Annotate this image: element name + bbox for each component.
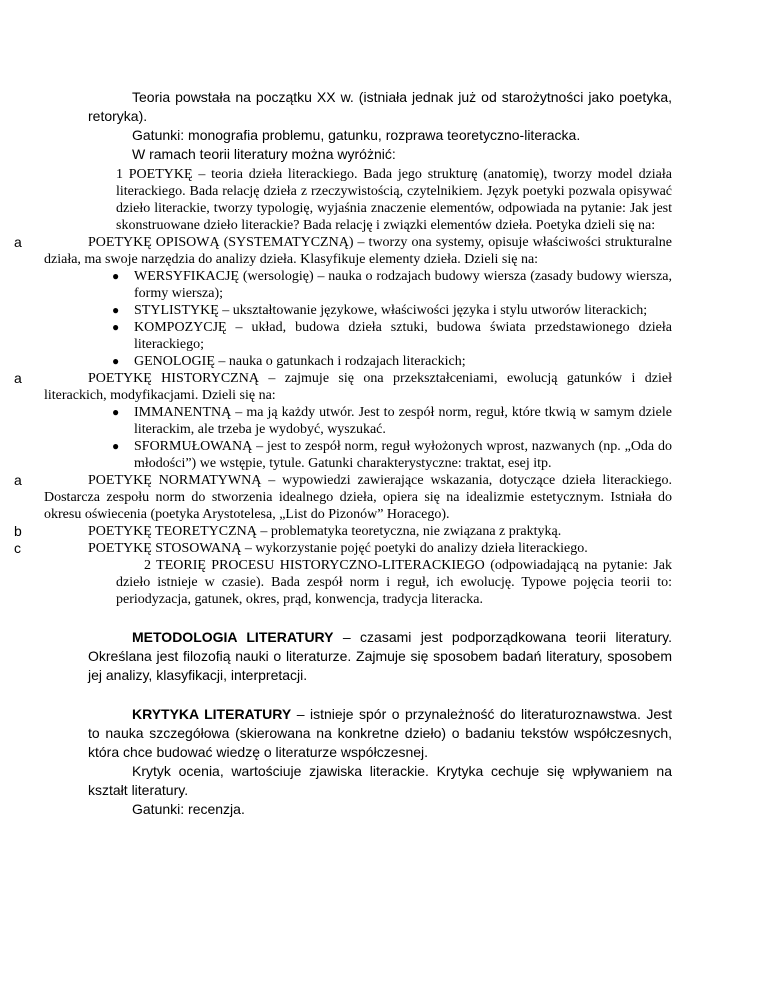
bullet-icon: ● [112,269,120,283]
list-marker: a [14,472,22,488]
list-item-text: WERSYFIKACJĘ (wersologię) – nauka o rodzajach budowy wiersza (zasady budowy wiersza, formy wiersza); [134,269,672,301]
teoretyczna-row [14,523,672,540]
metodologia-text: – czasami jest podporządkowana teorii literatury. Określana jest filozofią nauki o literaturze. Zajmuje się sposobem badań literatury, sposobem jej analizy, klasyfikacji, interpretacji. [88,629,672,683]
teoria-procesu-paragraph: 2 TEORIĘ PROCESU HISTORYCZNO-LITERACKIEGO (odpowiadającą na pytanie: Jak dzieło istnieje w czasie). Bada zespół norm i reguł, ich ewolucję. Typowe pojęcia teorii to: periodyzacja, gatunek, okres, prąd, konwencja, tradycja literacka. [116,558,672,607]
bullet-icon: ● [112,303,120,317]
poetyka-normatywna-section [0,472,760,523]
list-item [112,319,672,353]
list-item [112,268,672,302]
metodologia-title: METODOLOGIA LITERATURY [132,629,334,645]
spacer [0,608,760,628]
metodologia-section [88,628,672,685]
list-item [112,438,672,472]
list-marker: a [14,234,22,250]
intro-section [88,88,672,164]
krytyka-paragraph-1 [88,705,672,762]
list-marker: c [14,540,21,556]
krytyka-paragraph-3: Gatunki: recenzja. [132,801,245,817]
krytyka-text: – istnieje spór o przynależność do literaturoznawstwa. Jest to nauka szczegółowa (skierowana na konkretne dzieło) o badaniu tekstów współczesnych, która chce budować wiedzę o literaturze współczesnej. [88,706,672,760]
bullet-icon: ● [112,354,120,368]
list-item [112,302,672,319]
historyczna-list [112,404,672,472]
list-item-text: KOMPOZYCJĘ – układ, budowa dzieła sztuki, budowa świata przedstawionego dzieła literackiego; [134,320,672,352]
opisowa-list [112,268,672,370]
intro-paragraph-1: Teoria powstała na początku XX w. (istniała jednak już od starożytności jako poetyka, retoryka). [88,89,672,124]
list-item-text: STYLISTYKĘ – ukształtowanie językowe, właściwości języka i stylu utworów literackich; [134,303,648,318]
list-marker: b [14,523,22,539]
opisowa-lead: POETYKĘ OPISOWĄ (SYSTEMATYCZNĄ) [88,235,354,250]
normatywna-row [14,472,672,523]
spacer [0,685,760,705]
list-item-text: GENOLOGIĘ – nauka o gatunkach i rodzajach literackich; [134,354,466,369]
stosowana-row [14,540,672,557]
document-body [0,88,760,819]
poetyka-paragraph: 1 POETYKĘ – teoria dzieła literackiego. Bada jego strukturę (anatomię), tworzy model działa literackiego. Bada relację dzieła z rzeczywistością, czytelnikiem. Język poetyki pozwala opisywać dzieło literackie, tworzy typologię, wyjaśnia znaczenie elementów, odpowiada na pytanie: Jak jest skonstruowane dzieło literackie? Bada relację i związki elementów dzieła. Poetyka dzieli się na: [116,167,672,233]
krytyka-paragraph-2: Krytyk ocenia, wartościuje zjawiska literackie. Krytyka cechuje się wpływaniem na kształt literatury. [88,763,672,798]
teoretyczna-paragraph: POETYKĘ TEORETYCZNĄ – problematyka teoretyczna, nie związana z praktyką. [88,524,562,539]
poetyka-historyczna-section [0,370,760,472]
list-item-text: IMMANENTNĄ – ma ją każdy utwór. Jest to zespół norm, reguł, które tkwią w samym dziele literackim, ale trzeba je wydobyć, wyszukać. [134,405,672,437]
list-item-text: SFORMUŁOWANĄ – jest to zespół norm, reguł wyłożonych wprost, nazwanych (np. „Oda do młodości”) we wstępie, tytule. Gatunki charakterystyczne: traktat, esej itp. [134,439,672,471]
intro-paragraph-3: W ramach teorii literatury można wyróżnić: [132,146,396,162]
bullet-icon: ● [112,439,120,453]
list-marker: a [14,370,22,386]
bullet-icon: ● [112,320,120,334]
poetyka-section [116,166,672,234]
opisowa-paragraph [44,234,672,268]
metodologia-paragraph [88,628,672,685]
poetyka-stosowana-section [0,540,760,557]
teoria-procesu-section [116,557,672,608]
historyczna-paragraph: POETYKĘ HISTORYCZNĄ – zajmuje się ona przekształceniami, ewolucją gatunków i dzieł literackich, modyfikacjami. Dzieli się na: [44,371,672,403]
opisowa-rest: – tworzy ona systemy, opisuje właściwości strukturalne działa, ma swoje narzędzia do analizy dzieła. Klasyfikuje elementy dzieła. Dzieli się na: [44,235,672,267]
list-item [112,353,672,370]
poetyka-opisowa-section [0,234,760,370]
stosowana-paragraph: POETYKĘ STOSOWANĄ – wykorzystanie pojęć poetyki do analizy dzieła literackiego. [88,541,588,556]
intro-paragraph-2: Gatunki: monografia problemu, gatunku, rozprawa teoretyczno-literacka. [132,127,581,143]
opisowa-row [14,234,672,268]
normatywna-paragraph: POETYKĘ NORMATYWNĄ – wypowiedzi zawierające wskazania, dotyczące dzieła literackiego. Dostarcza zespołu norm do stworzenia idealnego dzieła, opiera się na idealizmie estetycznym. Istniała do okresu oświecenia (poetyka Arystotelesa, „List do Pizonów” Horacego). [44,473,672,522]
krytyka-section [88,705,672,819]
krytyka-title: KRYTYKA LITERATURY [132,706,292,722]
poetyka-teoretyczna-section [0,523,760,540]
list-item [112,404,672,438]
bullet-icon: ● [112,405,120,419]
historyczna-row [14,370,672,404]
